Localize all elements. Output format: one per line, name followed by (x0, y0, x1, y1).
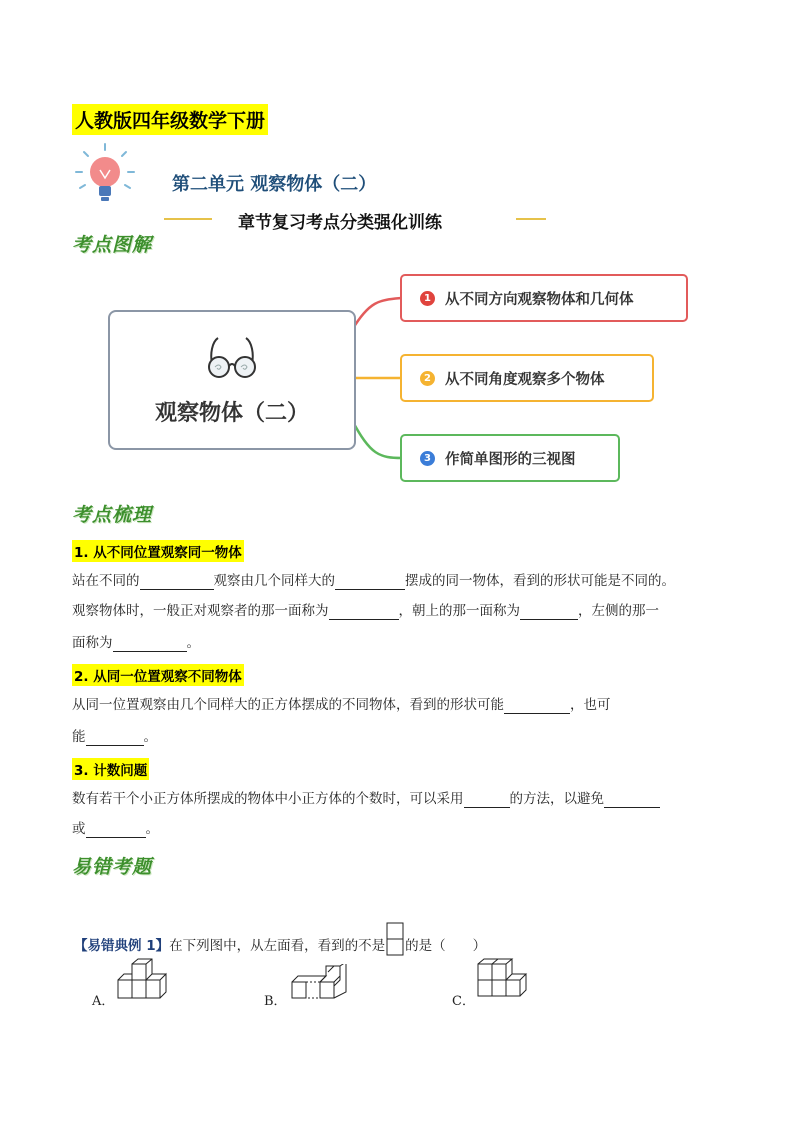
mindmap-center-label: 观察物体（二） (154, 401, 309, 426)
text-segment: 数有若干个小正方体所摆成的物体中小正方体的个数时，可以采用 (72, 791, 464, 807)
section-diagram-title: 考点图解 (72, 234, 153, 256)
point-2-line-2 (72, 728, 157, 746)
mindmap-node-2 (400, 354, 654, 402)
fill-blank (520, 605, 578, 620)
section-errors-title: 易错考题 (72, 856, 153, 878)
example-question (74, 922, 486, 956)
node-number-2: 2 (420, 371, 435, 386)
point-1-line-3 (72, 634, 200, 652)
chapter-subtitle: 章节复习考点分类强化训练 (238, 213, 442, 233)
node-label-1: 从不同方向观察物体和几何体 (445, 291, 634, 308)
fill-blank (604, 793, 660, 808)
point-2-title: 2. 从同一位置观察不同物体 (72, 664, 244, 686)
point-1-line-2 (72, 602, 659, 620)
option-a-cubes[interactable] (114, 958, 178, 1002)
point-3-title: 3. 计数问题 (72, 758, 149, 780)
fill-blank (86, 823, 146, 838)
text-segment: 。 (145, 821, 159, 837)
point-2-line-1 (72, 696, 611, 714)
glasses-icon (204, 334, 260, 382)
connector-3 (352, 420, 402, 458)
two-square-view-icon (386, 922, 404, 956)
mindmap-node-1 (400, 274, 688, 322)
text-segment: 摆成的同一物体，看到的形状可能是不同的。 (405, 573, 675, 589)
fill-blank (504, 699, 570, 714)
fill-blank (140, 575, 214, 590)
text-segment: 面称为 (72, 635, 113, 651)
fill-blank (335, 575, 405, 590)
text-segment: 观察由几个同样大的 (213, 573, 335, 589)
option-c-cubes[interactable] (474, 956, 540, 1002)
node-number-1: 1 (420, 291, 435, 306)
mindmap-node-3 (400, 434, 620, 482)
node-label-2: 从不同角度观察多个物体 (445, 371, 605, 388)
example-text-b: 的是（ ） (405, 938, 487, 954)
option-b-label[interactable]: B． (264, 994, 287, 1009)
fill-blank (329, 605, 399, 620)
text-segment: 从同一位置观察由几个同样大的正方体摆成的不同物体，看到的形状可能 (72, 697, 504, 713)
text-segment: ，也可 (570, 697, 611, 713)
fill-blank (464, 793, 510, 808)
node-number-3: 3 (420, 451, 435, 466)
point-3-line-2 (72, 820, 159, 838)
text-segment: ，左侧的那一 (578, 603, 659, 619)
option-a-label[interactable]: A． (92, 994, 115, 1009)
text-segment: 。 (186, 635, 200, 651)
text-segment: 能 (72, 729, 86, 745)
unit-title: 第二单元 观察物体（二） (172, 174, 377, 195)
text-segment: 或 (72, 821, 86, 837)
example-tag: 【易错典例 1】 (74, 938, 170, 954)
mindmap-center-node (108, 310, 356, 450)
node-label-3: 作简单图形的三视图 (445, 451, 576, 468)
option-b-cubes[interactable] (288, 964, 360, 1004)
text-segment: 的方法，以避免 (509, 791, 604, 807)
point-1-title: 1. 从不同位置观察同一物体 (72, 540, 244, 562)
option-c-label[interactable]: C． (452, 994, 475, 1009)
fill-blank (113, 637, 187, 652)
text-segment: 。 (143, 729, 157, 745)
text-segment: 观察物体时，一般正对观察者的那一面称为 (72, 603, 329, 619)
book-title: 人教版四年级数学下册 (72, 104, 268, 135)
connector-1 (352, 298, 402, 330)
fill-blank (86, 731, 144, 746)
point-1-line-1 (72, 572, 675, 590)
example-text-a: 在下列图中，从左面看，看到的不是 (169, 938, 386, 954)
text-segment: ，朝上的那一面称为 (398, 603, 520, 619)
section-review-title: 考点梳理 (72, 504, 153, 526)
text-segment: 站在不同的 (72, 573, 140, 589)
point-3-line-1 (72, 790, 660, 808)
